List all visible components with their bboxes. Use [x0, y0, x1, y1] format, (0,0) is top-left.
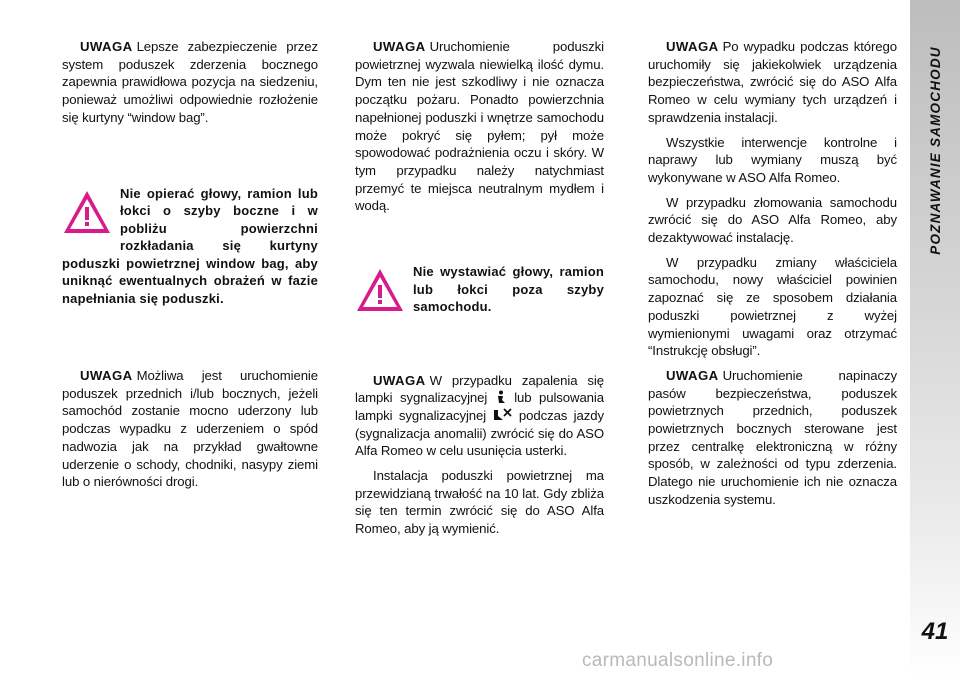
note-keyword: UWAGA [80, 39, 133, 54]
seat-airbag-warning-icon [495, 390, 507, 404]
note-text: Możliwa jest uruchomienie poduszek przednich i/lub bocznych, jeżeli samochód zostanie mocno uderzony lub podczas wypadku z uderzeniem o spód nadwozia jak na przykład gwałtowne uderzenie o schody, chodniki, nasypy ziemi lub o nierówności drogi. [62, 368, 318, 490]
note-paragraph [355, 372, 604, 461]
warning-box [355, 263, 604, 316]
body-paragraph: Wszystkie interwencje kontrolne i naprawy lub wymiany muszą być wykonywane w ASO Alfa Romeo. [648, 134, 897, 185]
warning-text: Nie wystawiać głowy, ramion lub łokci poza szyby samochodu. [413, 264, 604, 315]
note-text-a: W przypadku zapalenia się lampki sygnalizacyjnej [355, 372, 604, 406]
note-text-c: podczas jazdy (sygnalizacja anomalii) zwrócić się do ASO Alfa Romeo w celu usunięcia usterki. [355, 407, 604, 459]
section-title-text: POZNAWANIE SAMOCHODU [927, 45, 943, 255]
section-title [910, 0, 960, 300]
watermark: carmanualsonline.info [582, 650, 774, 671]
note-paragraph [62, 38, 318, 127]
warning-box [62, 185, 318, 308]
note-text: Uruchomienie napinaczy pasów bezpieczeństwa, poduszek powietrznych przednich, poduszek powietrznych bocznych sterowane jest przez centralkę elektroniczną w różny sposób, w zależności od typu zderzenia. Dlatego nie uruchomienie ich nie oznacza uszkodzenia systemu. [648, 367, 897, 507]
warning-text: Nie opierać głowy, ramion lub łokci o szyby boczne i w pobliżu powierzchni rozkładania się kurtyny poduszki powietrznej window bag, aby uniknąć ewentualnych obrażeń w fazie napełniania się poduszki. [62, 185, 318, 306]
note-paragraph [62, 367, 318, 491]
note-keyword: UWAGA [666, 39, 719, 54]
note-text: Po wypadku podczas którego uruchomiły się jakiekolwiek urządzenia bezpieczeństwa, zwrócić się do ASO Alfa Romeo w celu wymiany tych urządzeń i sprawdzenia instalacji. [648, 39, 897, 125]
note-keyword: UWAGA [373, 39, 426, 54]
note-keyword: UWAGA [666, 367, 719, 383]
body-paragraph: W przypadku złomowania samochodu zwrócić się do ASO Alfa Romeo, aby dezaktywować instalację. [648, 194, 897, 246]
note-paragraph [648, 367, 897, 509]
body-paragraph: Instalacja poduszki powietrznej ma przewidzianą trwałość na 10 lat. Gdy zbliża się ten termin zwrócić się do ASO Alfa Romeo, aby ją wymienić. [355, 468, 604, 537]
passenger-airbag-off-icon [492, 408, 512, 422]
body-paragraph: W przypadku zmiany właściciela samochodu, nowy właściciel powinien zapoznać się ze sposobem działania poduszki powietrznej z wyżej wymienionymi uwagami oraz otrzymać “Instrukcję obsługi”. [648, 254, 897, 359]
warning-triangle-icon [355, 267, 405, 313]
section-sidebar [910, 0, 960, 678]
page-number: 41 [921, 618, 949, 645]
note-keyword: UWAGA [373, 372, 426, 388]
column-2 [355, 38, 604, 545]
column-1 [62, 38, 318, 498]
note-keyword: UWAGA [80, 368, 133, 384]
column-3 [648, 38, 897, 516]
note-text: Uruchomienie poduszki powietrznej wyzwala niewielką ilość dymu. Dym ten nie jest szkodliwy i nie oznacza początku pożaru. Ponadto powierzchnia napełnionej poduszki i wnętrze samochodu może pokryć się pyłem; pył może spowodować podrażnienia oczu i skóry. W tym przypadku należy natychmiast przemyć te miejsca neutralnym mydłem i wodą. [355, 39, 604, 214]
note-paragraph [648, 38, 897, 127]
note-text: Lepsze zabezpieczenie przez system poduszek zderzenia bocznego zapewnia prawidłowa pozycja na siedzeniu, ponieważ umożliwi odpowiednie rozłożenie się kurtyny “window bag”. [62, 39, 318, 125]
note-paragraph [355, 38, 604, 215]
warning-triangle-icon [62, 189, 112, 235]
note-text-b: lub pulsowania lampki sygnalizacyjnej [355, 390, 604, 423]
